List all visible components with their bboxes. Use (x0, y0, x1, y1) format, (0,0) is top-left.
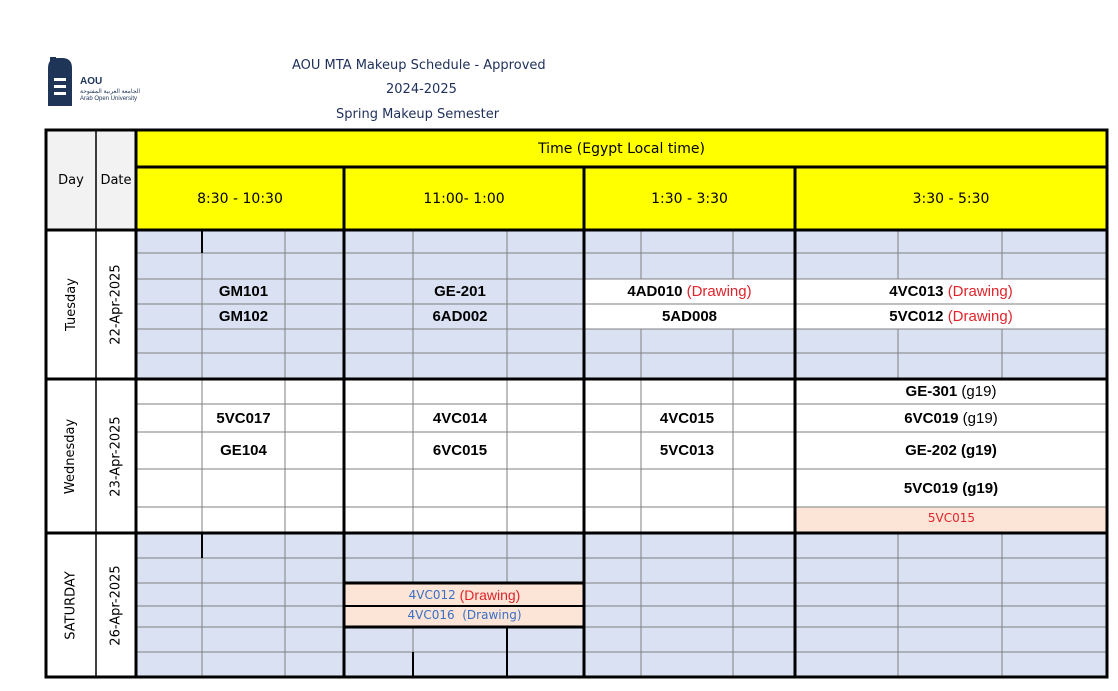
slot-header-1: 8:30 - 10:30 (197, 191, 283, 207)
logo-english: Arab Open University (80, 96, 138, 102)
semester-title: Spring Makeup Semester (336, 107, 500, 122)
tue-s3-course-1: 4AD010 (Drawing) (627, 283, 752, 300)
date-label-tuesday: 22-Apr-2025 (108, 264, 124, 345)
wed-s4-course-4: 5VC019 (g19) (903, 479, 999, 497)
wed-s2-course-1: 4VC014 (432, 409, 488, 427)
tue-s4-course-1: 4VC013 (Drawing) (889, 283, 1013, 300)
col-day-header: Day (58, 172, 84, 188)
wed-s1-course-1: 5VC017 (216, 409, 271, 427)
slot-header-2: 11:00- 1:00 (423, 191, 505, 207)
sat-s2-course-1: 4VC012 (Drawing) (408, 586, 521, 603)
tue-s1-course-2: GM102 (218, 308, 269, 325)
sat-s2-course-2: 4VC016 (Drawing) (407, 608, 522, 622)
tue-s2-course-1: GE-201 (434, 283, 486, 300)
wed-s4-course-5: 5VC015 (927, 511, 976, 525)
col-date-header: Date (100, 172, 132, 188)
wed-s3-course-2: 5VC013 (659, 442, 715, 459)
tue-s1-course-1: GM101 (218, 283, 269, 300)
tue-s3-course-2: 5AD008 (661, 308, 718, 325)
wed-s4-course-2: 6VC019 (g19) (904, 409, 998, 427)
schedule-title: AOU MTA Makeup Schedule - Approved (292, 58, 546, 73)
wed-s3-course-1: 4VC015 (659, 409, 715, 427)
date-label-saturday: 26-Apr-2025 (108, 564, 124, 646)
logo-abbr: AOU (80, 76, 103, 87)
wed-s1-course-2: GE104 (220, 442, 267, 459)
tue-s4-course-2: 5VC012 (Drawing) (889, 308, 1013, 325)
date-label-wednesday: 23-Apr-2025 (108, 415, 124, 497)
tue-s2-course-2: 6AD002 (432, 308, 488, 325)
slot-header-4: 3:30 - 5:30 (912, 191, 990, 207)
wed-s4-course-3: GE-202 (g19) (905, 442, 997, 459)
day-label-saturday: SATURDAY (63, 570, 79, 640)
time-header: Time (Egypt Local time) (538, 141, 705, 157)
slot-header-3: 1:30 - 3:30 (651, 191, 728, 207)
day-label-wednesday: Wednesday (63, 418, 79, 494)
wed-s2-course-2: 6VC015 (432, 442, 488, 459)
logo-arabic: الجامعة العربية المفتوحة (80, 89, 141, 95)
wed-s4-course-1: GE-301 (g19) (905, 383, 997, 400)
academic-year: 2024-2025 (386, 82, 457, 97)
day-label-tuesday: Tuesday (63, 278, 79, 331)
